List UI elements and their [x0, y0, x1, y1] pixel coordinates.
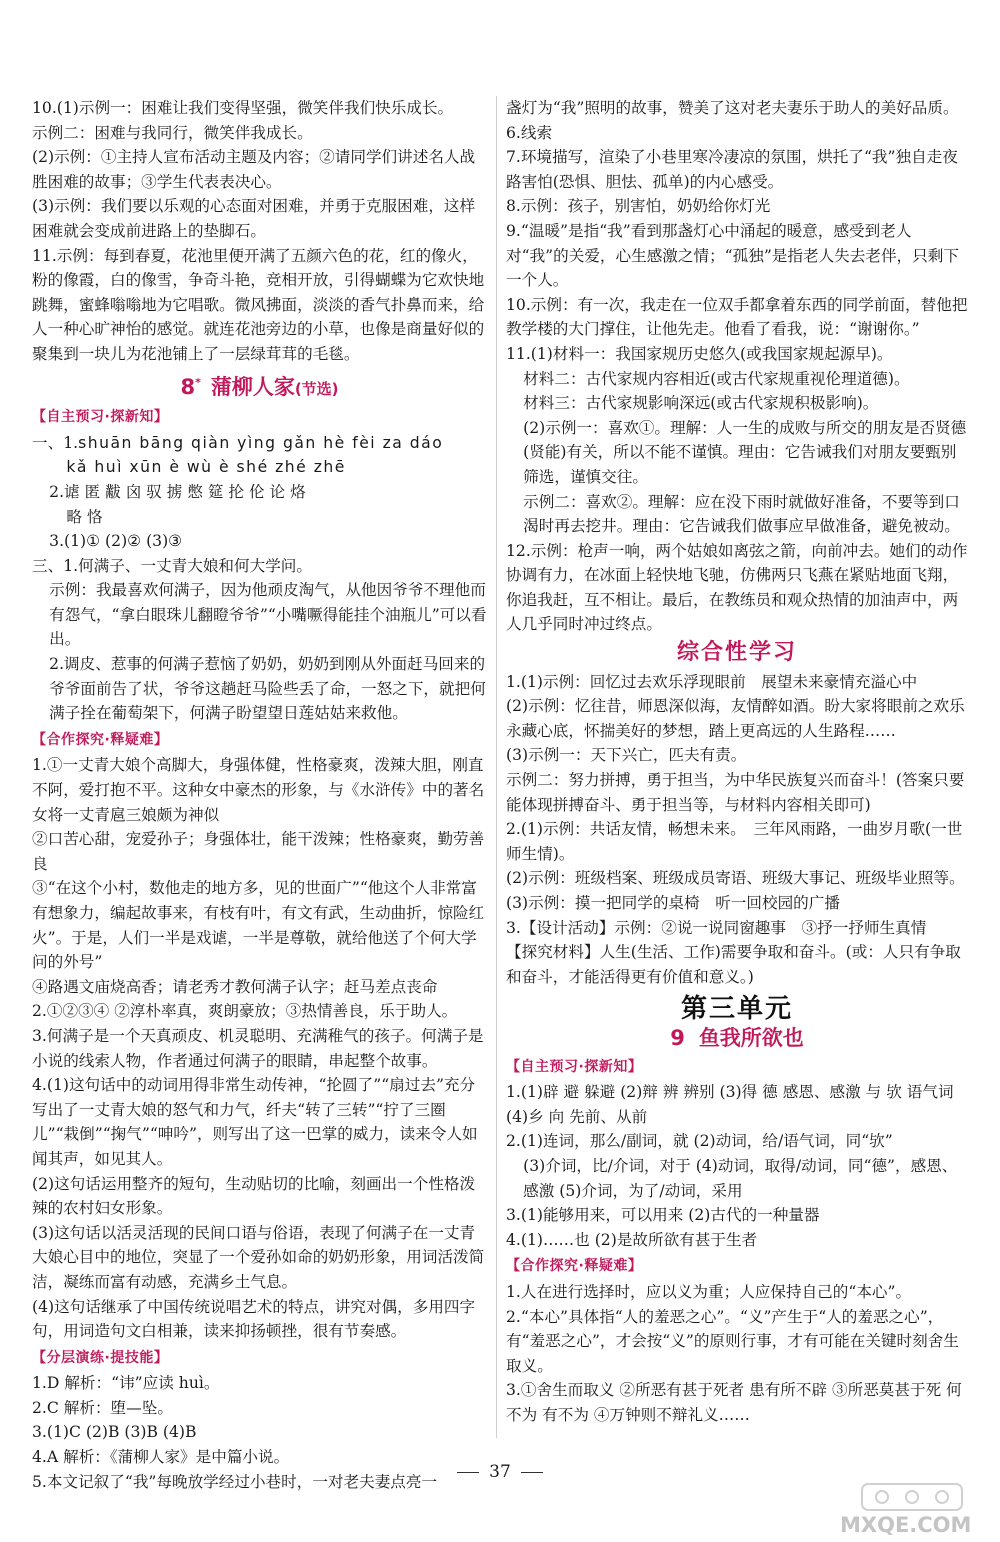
answer-z2c: (3)示例：摸一把同学的桌椅 听一回校园的广播: [506, 894, 840, 912]
answer-h2: 2.“本心”具体指“人的羞恶之心”。“义”产生于“人的羞恶之心”，有“羞恶之心”，才会按“义”的原则行事，才有可能在关键时刻舍生取义。: [506, 1307, 959, 1375]
answer-c1: 1.①一丈青大娘个高脚大，身强体健，性格豪爽，泼辣大胆，刚直不阿，爱打抱不平。这种女中豪杰的形象，与《水浒传》中的著名女将一丈青扈三娘颇为神似: [32, 756, 485, 824]
answer-r10: 10.示例：有一次，我走在一位双手都拿着东西的同学前面，替他把教学楼的大门撑住，让他先走。他看了看我，说：“谢谢你。”: [506, 295, 968, 339]
section-preview: 【自主预习·探新知】: [506, 1058, 643, 1075]
answer-c3: 3.何满子是一个天真顽皮、机灵聪明、充满稚气的孩子。何满子是小说的线索人物，作者通过何满子的眼睛，串起整个故事。: [32, 1026, 484, 1070]
answer-c1d: ④路遇文庙烧高香；请老秀才教何满子认字；赶马差点丧命: [32, 977, 438, 996]
answer-h1: 1.人在进行选择时，应以义为重；人应保持自己的“本心”。: [506, 1282, 912, 1301]
answer-r8: 8.示例：孩子，别害怕，奶奶给你灯光: [506, 197, 771, 216]
answer-p3: 3.(1)① (2)② (3)③: [49, 532, 183, 551]
answer-s3-1: 三、1.何满子、一丈青大娘和何大学问。: [32, 556, 312, 575]
answer-y2: 2.(1)连词，那么/副词，就 (2)动词，给/语气词，同“欤”: [506, 1132, 893, 1151]
answer-s3-2: 2.调皮、惹事的何满子惹恼了奶奶，奶奶到刚从外面赶马回来的爷爷面前告了状，爷爷这趟赶马险些丢了命，一怒之下，就把何满子拴在葡萄架下，何满子盼望望日莲姑姑来救他。: [49, 655, 486, 723]
answer-l2: 2.C 解析：堕—坠。: [32, 1398, 173, 1417]
watermark-logo-icon: [802, 1480, 982, 1536]
answer-r11-2: (2)示例一：喜欢①。理解：人一生的成败与所交的朋友是否贤德(贤能)有关，所以不能不谨慎。理由：它告诫我们对朋友要甄别筛选，谨慎交往。: [523, 418, 967, 486]
answer-z2: 2.(1)示例：共话友情，畅想未来。 三年风雨路，一曲岁月歌(一世师生情)。: [506, 820, 963, 863]
answer-z1: 1.(1)示例：回忆过去欢乐浮现眼前 展望未来豪情充溢心中: [506, 672, 918, 691]
section-preview: 【自主预习·探新知】: [32, 409, 169, 426]
comprehensive-learning-title: 综合性学习: [676, 640, 797, 666]
pinyin-text-1: shuān bāng qiàn yìng gǎn hè fèi za dáo: [78, 433, 444, 452]
answer-y3: 3.(1)能够用来，可以用来 (2)古代的一种量器: [506, 1206, 820, 1225]
chars-row-2: 略 恪: [66, 507, 103, 526]
chars-row-1: [32, 480, 487, 505]
answer-z1d: 示例二：努力拼搏，勇于担当，为中华民族复兴而奋斗！(答案只要能体现拼搏奋斗、勇于担当等，与材料内容相关即可): [506, 771, 965, 814]
answer-c1b: ②口苦心甜，宠爱孙子；身强体壮，能干泼辣；性格豪爽，勤劳善良: [32, 830, 485, 873]
lesson-number: 8: [180, 374, 196, 399]
answer-r6: 6.线索: [506, 123, 553, 142]
answer-z1c: (3)示例一：天下兴亡，匹夫有责。: [506, 746, 747, 765]
answer-h3: 3.①舍生而取义 ②所恶有甚于死者 患有所不辟 ③所恶莫甚于死 何不为 有不为 ④万钟则不辩礼义……: [506, 1381, 962, 1424]
left-column: [32, 96, 487, 1494]
answer-11: 11.示例：每到春夏，花池里便开满了五颜六色的花，红的像火，粉的像霞，白的像雪，争奇斗艳，竞相开放，引得蝴蝶为它欢快地跳舞，蜜蜂嗡嗡地为它唱歌。微风拂面，淡淡的香气扑鼻而来，给人一种心旷神怡的感觉。就连花池旁边的小草，也像是商量好似的聚集到一块儿为花池铺上了一层绿茸茸的毛毯。: [32, 246, 485, 363]
answer-c1c: ③“在这个小村，数他走的地方多，见的世面广”“他这个人非常富有想象力，编起故事来，有枝有叶，有文有武，生动曲折，惊险红火”。于是，人们一半是戏谑，一半是尊敬，就给他送了个何大学问的外号”: [32, 879, 485, 972]
answer-r11-1c: 材料三：古代家规影响深远(或古代家规积极影响)。: [523, 394, 879, 413]
page-dash-left: [457, 1472, 479, 1473]
answer-r7: 7.环境描写，渲染了小巷里寒冷凄凉的氛围，烘托了“我”独自走夜路害怕(恐惧、胆怯、孤单)的内心感受。: [506, 148, 958, 191]
section-layer: 【分层演练·提技能】: [32, 1349, 169, 1366]
unit-3-title: 第三单元: [680, 994, 793, 1025]
answer-c4-2: (2)这句话运用整齐的短句，生动贴切的比喻，刻画出一个性格泼辣的农村妇女形象。: [32, 1174, 476, 1218]
answer-z3b: 【探究材料】人生(生活、工作)需要争取和奋斗。(或：人只有争取和奋斗，才能活得更有价值和意义。): [506, 943, 961, 986]
answer-r11-2b: 示例二：喜欢②。理解：应在没下雨时就做好准备，不要等到口渴时再去挖井。理由：它告诫我们做事应早做准备，避免被动。: [523, 492, 960, 536]
answer-r12: 12.示例：枪声一响，两个姑娘如离弦之箭，向前冲去。她们的动作协调有力，在冰面上轻快地飞驰，仿佛两只飞燕在紧贴地面飞翔，你追我赶，互不相让。最后，在教练员和观众热情的加油声中，两人几乎同时冲过终点。: [506, 541, 968, 634]
lesson-name: 鱼我所欲也: [698, 1025, 804, 1050]
answer-r9: 9.“温暖”是指“我”看到那盏灯心中涌起的暖意，感受到老人对“我”的关爱，心生感激之情；“孤独”是指老人失去老伴，只剩下一个人。: [506, 221, 959, 290]
answer-10-1b: 示例二：困难与我同行，微笑伴我成长。: [32, 123, 313, 142]
answer-r11-1b: 材料二：古代家规内容相近(或古代家规重视伦理道德)。: [523, 369, 910, 388]
answer-r11-1: 11.(1)材料一：我国家规历史悠久(或我国家规起源早)。: [506, 344, 893, 363]
pinyin-label: 一、1.: [32, 433, 79, 452]
page-number: [0, 1462, 1000, 1482]
lesson-9-title: [506, 1026, 968, 1051]
page-number-text: 37: [489, 1462, 511, 1482]
watermark: [802, 1480, 982, 1536]
answer-z1b: (2)示例：忆往昔，师恩深似海，友情醉如酒。盼大家将眼前之欢乐永藏心底，怀揣美好的梦想，踏上更高远的人生路程……: [506, 697, 965, 740]
lesson-8-title: [32, 371, 487, 402]
answer-10-3: (3)示例：我们要以乐观的心态面对困难，并勇于克服困难，这样困难就会变成前进路上的垫脚石。: [32, 197, 476, 240]
chars-text-1: 谑 匿 黻 囟 驭 掳 憋 筵 抡 伦 论 烙: [64, 482, 306, 501]
answer-l4: 4.A 解析：《蒲柳人家》是中篇小说。: [32, 1448, 290, 1467]
answer-10-1a: 10.(1)示例一：困难让我们变得坚强，微笑伴我们快乐成长。: [32, 99, 454, 117]
answer-c4-3: (3)这句话以活灵活现的民间口语与俗语，表现了何满子在一丈青大娘心目中的地位，突显了一个爱孙如命的奶奶形象，用词活泼简洁，凝练而富有动感，充满乡土气息。: [32, 1223, 485, 1291]
answer-y2b: (3)介词，比/介词，对于 (4)动词，取得/动词，同“德”，感恩、感激 (5)介词，为了/动词，采用: [523, 1156, 958, 1200]
answer-s3-1b: 示例：我最喜欢何满子，因为他顽皮淘气，从他因爷爷不理他而有怨气，“拿白眼珠儿翻瞪爷爷”“小嘴噘得能挂个油瓶儿”可以看出。: [49, 581, 487, 649]
pinyin-row-2: kǎ huì xūn è wù è shé zhé zhē: [66, 458, 346, 477]
lesson-subtitle: (节选): [294, 379, 339, 398]
answer-l3: 3.(1)C (2)B (3)B (4)B: [32, 1423, 197, 1442]
answer-y4: 4.(1)……也 (2)是故所欲有甚于生者: [506, 1230, 758, 1249]
lesson-name: 蒲柳人家: [210, 374, 295, 399]
right-column: [506, 96, 968, 1427]
answer-10-2: (2)示例：①主持人宣布活动主题及内容；②请同学们讲述名人战胜困难的故事；③学生代表表决心。: [32, 148, 476, 191]
answer-z3: 3.【设计活动】示例：②说一说同窗趣事 ③抒一抒师生真情: [506, 918, 927, 937]
svg-text:MXQE.COM: MXQE.COM: [840, 1513, 972, 1536]
answer-l5: 5.本文记叙了“我”每晚放学经过小巷时，一对老夫妻点亮一: [32, 1472, 438, 1491]
answer-c2: 2.①②③④ ②淳朴率真，爽朗豪放；③热情善良，乐于助人。: [32, 1002, 458, 1021]
answer-c4-1: 4.(1)这句话中的动词用得非常生动传神，“抡圆了”“扇过去”充分写出了一丈青大娘的怒气和力气，纤夫“转了三转”“拧了三圈儿”“栽倒”“掬气”“呻吟”，则写出了这一巴掌的威力，读来令人如闻其声，如见其人。: [32, 1076, 478, 1168]
optional-star: *: [195, 375, 201, 389]
answer-l1: 1.D 解析：“讳”应读 huì。: [32, 1374, 220, 1393]
page-dash-right: [521, 1472, 543, 1473]
answer-z2b: (2)示例：班级档案、班级成员寄语、班级大事记、班级毕业照等。: [506, 869, 965, 888]
section-coop: 【合作探究·释疑难】: [506, 1258, 643, 1275]
answer-c4-4: (4)这句话继承了中国传统说唱艺术的特点，讲究对偶，多用四字句，用词造句文白相兼，读来抑扬顿挫，很有节奏感。: [32, 1297, 476, 1341]
answer-r5-cont: 盏灯为“我”照明的故事，赞美了这对老夫妻乐于助人的美好品质。: [506, 99, 959, 117]
section-coop: 【合作探究·释疑难】: [32, 731, 169, 748]
pinyin-row-1: [32, 431, 487, 456]
column-divider: [496, 96, 497, 1438]
lesson-number: 9: [670, 1025, 685, 1050]
chars-label: 2.: [49, 482, 65, 501]
answer-y1: 1.(1)辟 避 躲避 (2)辩 辨 辨别 (3)得 德 感恩、感激 与 欤 语气词 (4)乡 向 先前、从前: [506, 1083, 954, 1126]
